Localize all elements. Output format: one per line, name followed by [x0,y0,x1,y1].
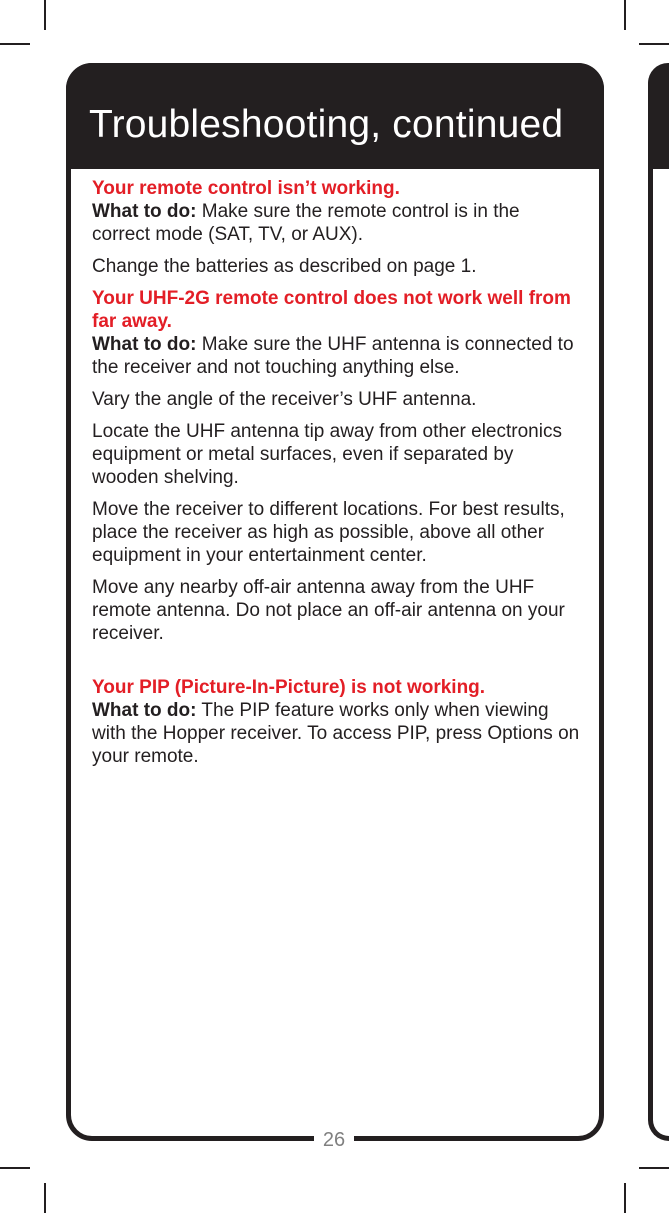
section-heading: Your PIP (Picture-In-Picture) is not working. [92,677,486,698]
next-page-edge [648,63,669,1141]
crop-mark [624,0,626,30]
what-to-do [92,200,582,246]
what-to-do-label: What to do: [92,201,197,222]
what-to-do [92,333,582,379]
crop-mark [0,1167,30,1169]
what-to-do [92,699,582,768]
crop-mark [0,43,30,45]
what-to-do-text: Make sure the UHF antenna is connected to the receiver and not touching anything else. [92,334,574,378]
paragraph: Move any nearby off-air antenna away from the UHF remote antenna. Do not place an off-air antenna on your receiver. [92,577,565,644]
paragraph: Change the batteries as described on page 1. [92,256,477,277]
section-heading: Your remote control isn’t working. [92,178,400,199]
crop-mark [624,1183,626,1213]
crop-mark [639,1167,669,1169]
crop-mark [639,43,669,45]
page-header [66,63,604,169]
paragraph: Vary the angle of the receiver’s UHF antenna. [92,389,477,410]
crop-mark [44,1183,46,1213]
what-to-do-label: What to do: [92,334,197,355]
paragraph: Locate the UHF antenna tip away from other electronics equipment or metal surfaces, even if separated by wooden shelving. [92,421,562,488]
crop-mark [44,0,46,30]
paragraph: Move the receiver to different locations. For best results, place the receiver as high as possible, above all other equipment in your entertainment center. [92,499,565,566]
what-to-do-text: Make sure the remote control is in the correct mode (SAT, TV, or AUX). [92,201,520,245]
page-title: Troubleshooting, continued [89,103,564,146]
section-heading: Your UHF-2G remote control does not work well from far away. [92,288,571,332]
page-number: 26 [314,1126,354,1154]
what-to-do-text: The PIP feature works only when viewing with the Hopper receiver. To access PIP, press Options on your remote. [92,700,580,767]
page-content [92,177,582,768]
next-page-header-edge [648,63,669,169]
what-to-do-label: What to do: [92,700,197,721]
